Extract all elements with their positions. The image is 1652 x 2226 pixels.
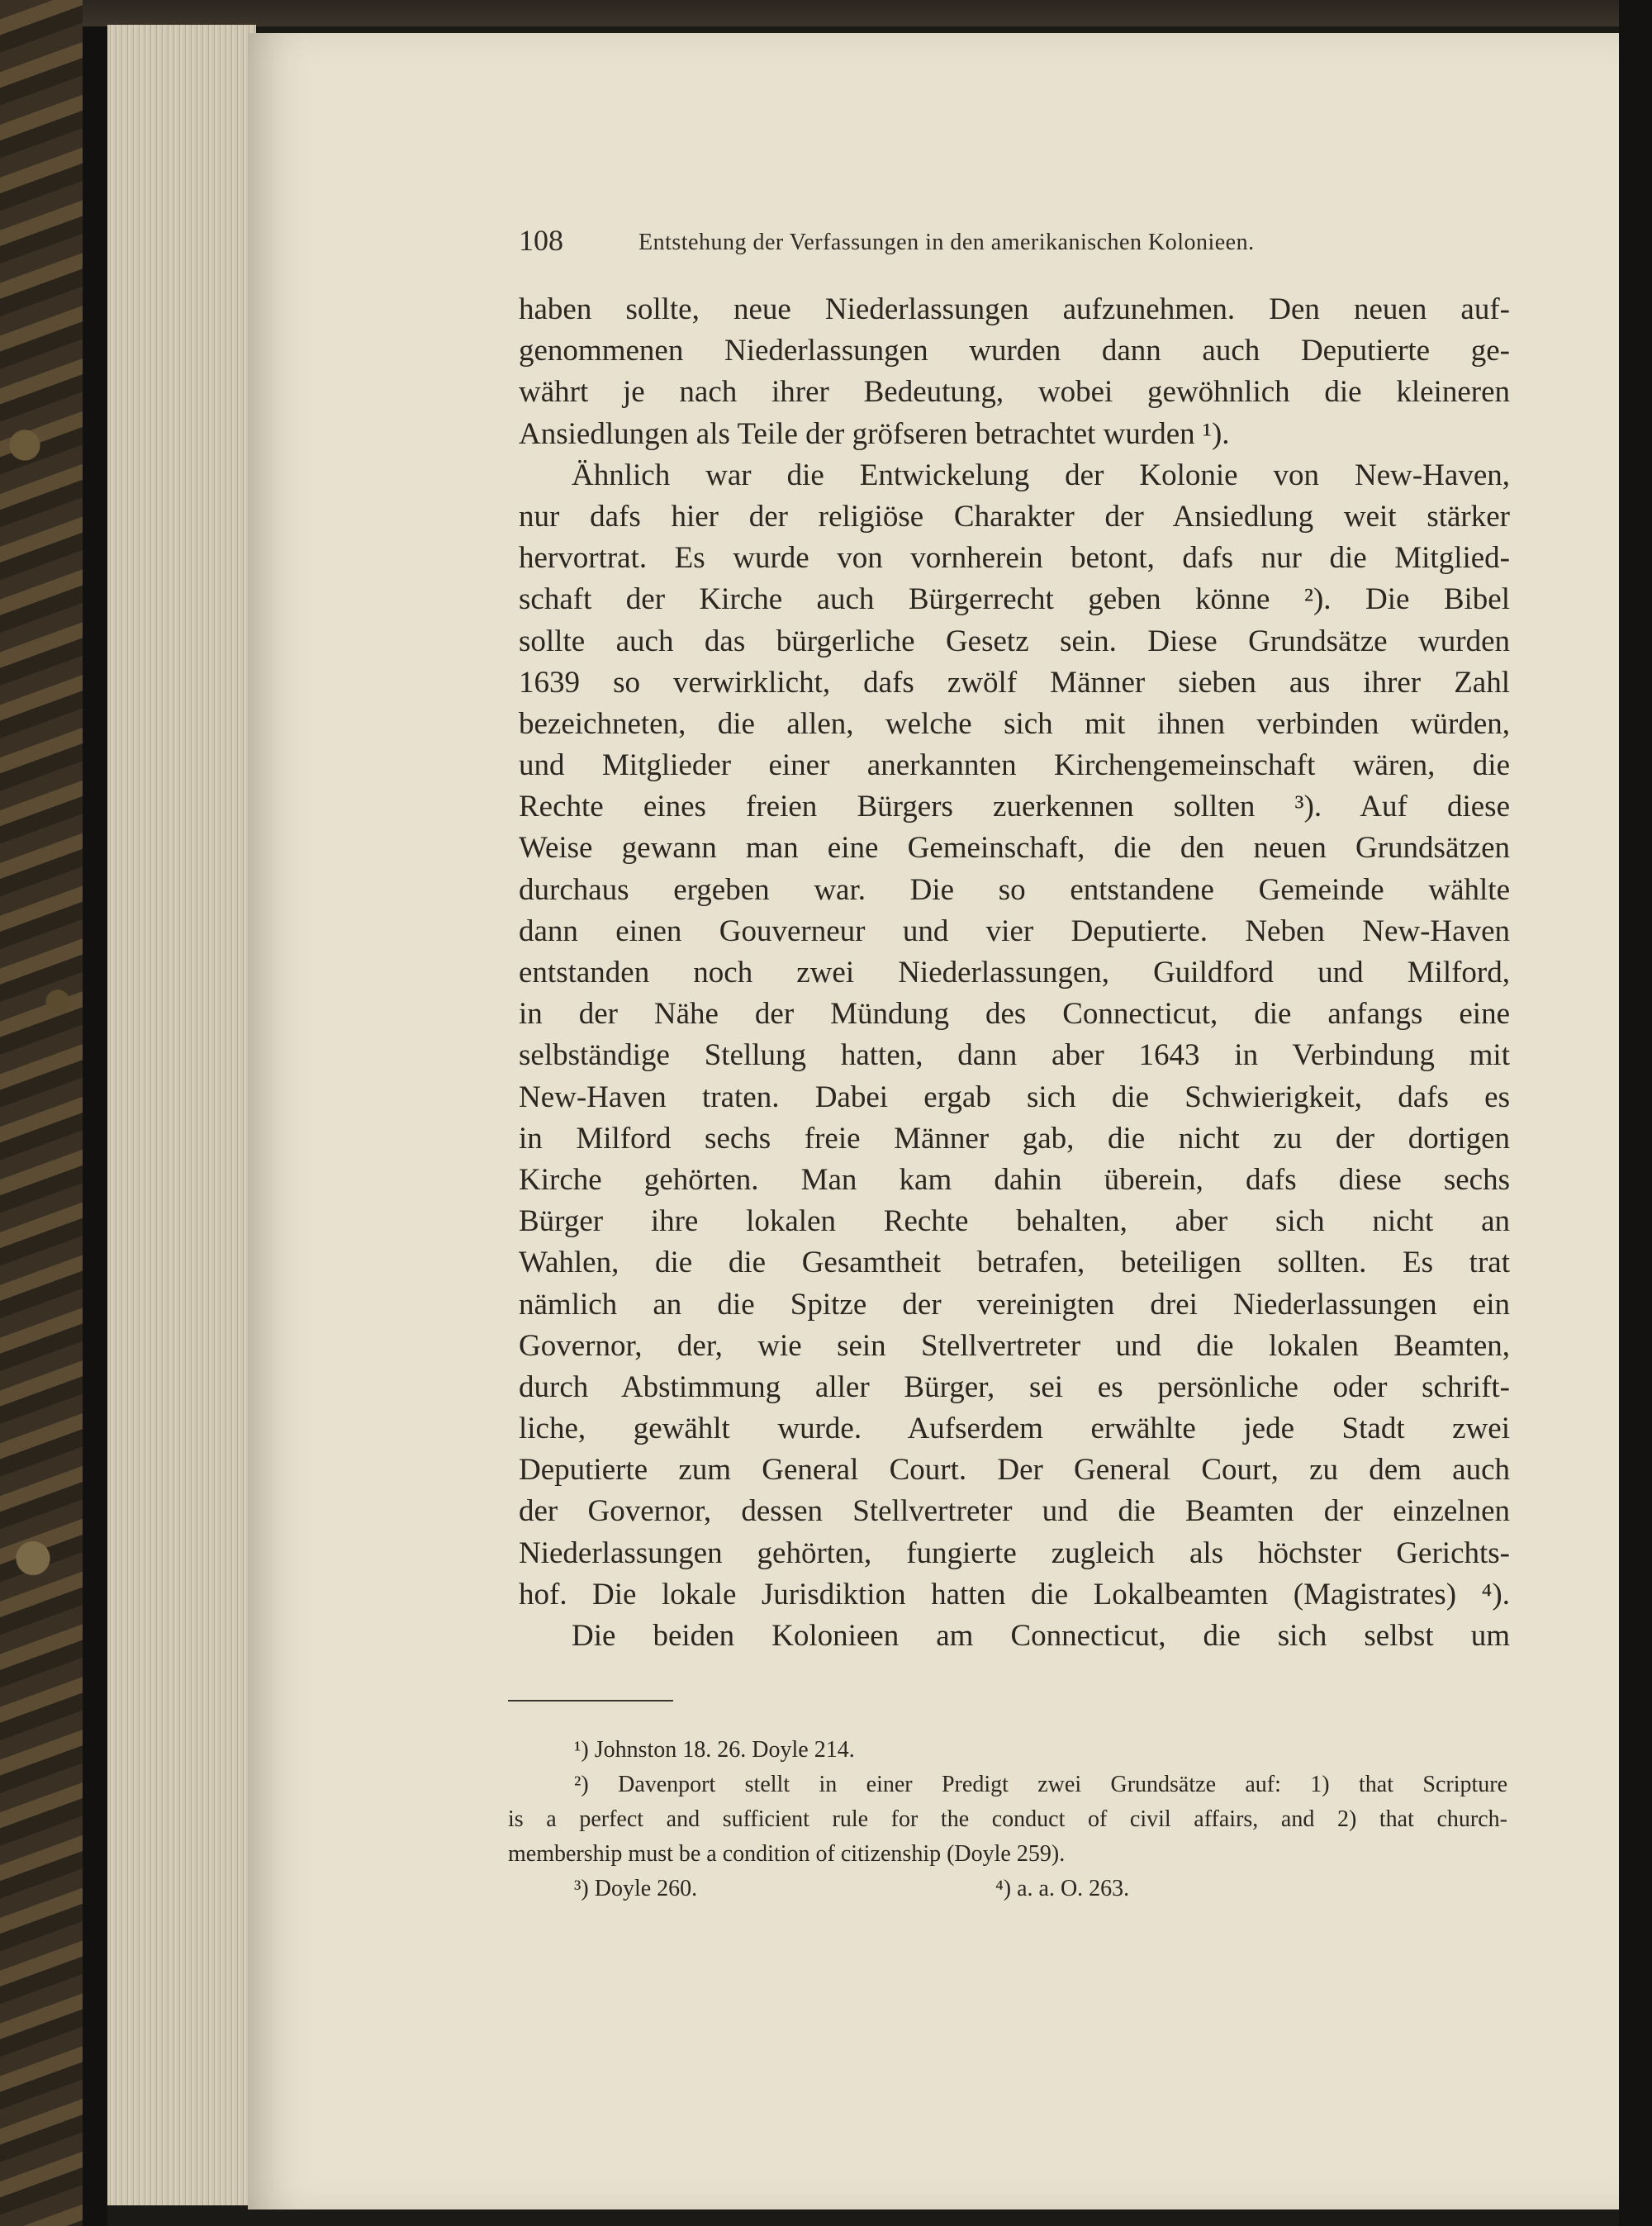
page-block-edges <box>107 25 256 2205</box>
text-line: schaft der Kirche auch Bürgerrecht geben könne ²). Die Bibel <box>519 582 1510 617</box>
text-line: 1639 so verwirklicht, dafs zwölf Männer sieben aus ihrer Zahl <box>519 665 1510 700</box>
footnote-2-end: membership must be a condition of citizenship (Doyle 259). <box>508 1841 1066 1867</box>
book-cover-right <box>1619 0 1652 2226</box>
text-line: Die beiden Kolonieen am Connecticut, die sich selbst um <box>572 1619 1510 1653</box>
footnote-1: ¹) Johnston 18. 26. Doyle 214. <box>574 1737 855 1763</box>
text-line: entstanden noch zwei Niederlassungen, Guildford und Milford, <box>519 956 1510 990</box>
text-line: haben sollte, neue Niederlassungen aufzunehmen. Den neuen auf- <box>519 292 1510 326</box>
text-line: Rechte eines freien Bürgers zuerkennen sollten ³). Auf diese <box>519 790 1510 824</box>
running-head-title: Entstehung der Verfassungen in den amerikanischen Kolonieen. <box>638 230 1255 255</box>
text-line: selbständige Stellung hatten, dann aber 1643 in Verbindung mit <box>519 1038 1510 1073</box>
text-line: währt je nach ihrer Bedeutung, wobei gewöhnlich die kleineren <box>519 375 1510 410</box>
text-line: Weise gewann man eine Gemeinschaft, die den neuen Grundsätzen <box>519 831 1510 866</box>
footnote-rule <box>508 1700 673 1702</box>
text-line: in Milford sechs freie Männer gab, die nicht zu der dortigen <box>519 1121 1510 1156</box>
text-line: in der Nähe der Mündung des Connecticut, die anfangs eine <box>519 997 1510 1032</box>
text-line: Ähnlich war die Entwickelung der Kolonie von New-Haven, <box>572 458 1510 492</box>
text-line: durch Abstimmung aller Bürger, sei es persönliche oder schrift- <box>519 1369 1510 1404</box>
footnote-4: ⁴) a. a. O. 263. <box>995 1876 1130 1901</box>
running-head <box>519 223 1403 264</box>
text-line: hof. Die lokale Jurisdiktion hatten die Lokalbeamten (Magistrates) ⁴). <box>519 1577 1510 1611</box>
text-line: bezeichneten, die allen, welche sich mit ihnen verbinden würden, <box>519 706 1510 741</box>
footnote-3-4 <box>508 1872 1507 1906</box>
body-text <box>519 289 1510 1657</box>
text-line: Kirche gehörten. Man kam dahin überein, dafs diese sechs <box>519 1162 1510 1197</box>
text-line: hervortrat. Es wurde von vornherein betont, dafs nur die Mitglied- <box>519 541 1510 576</box>
text-line: liche, gewählt wurde. Aufserdem erwählte jede Stadt zwei <box>519 1412 1510 1446</box>
text-line: Deputierte zum General Court. Der General Court, zu dem auch <box>519 1453 1510 1488</box>
book-spine-shadow <box>83 0 107 2226</box>
book-cover-edge <box>0 0 83 2226</box>
footnotes <box>508 1733 1507 1906</box>
text-line: Governor, der, wie sein Stellvertreter und die lokalen Beamten, <box>519 1328 1510 1363</box>
text-line: der Governor, dessen Stellvertreter und die Beamten der einzelnen <box>519 1494 1510 1529</box>
text-line: nur dafs hier der religiöse Charakter der Ansiedlung weit stärker <box>519 499 1510 534</box>
text-line: Ansiedlungen als Teile der gröfseren betrachtet wurden ¹). <box>519 416 1230 451</box>
text-line: genommenen Niederlassungen wurden dann auch Deputierte ge- <box>519 334 1510 368</box>
text-line: Wahlen, die die Gesamtheit betrafen, beteiligen sollten. Es trat <box>519 1246 1510 1280</box>
text-line: und Mitglieder einer anerkannten Kirchengemeinschaft wären, die <box>519 748 1510 783</box>
page-number: 108 <box>519 224 563 257</box>
text-line: Bürger ihre lokalen Rechte behalten, aber sich nicht an <box>519 1204 1510 1239</box>
footnote-2-cont: is a perfect and sufficient rule for the conduct of civil affairs, and 2) that church- <box>508 1806 1507 1832</box>
footnote-2: ²) Davenport stellt in einer Predigt zwei Grundsätze auf: 1) that Scripture <box>574 1772 1507 1797</box>
text-line: Niederlassungen gehörten, fungierte zugleich als höchster Gerichts- <box>519 1535 1510 1570</box>
footnote-3: ³) Doyle 260. <box>574 1876 698 1901</box>
text-line: New-Haven traten. Dabei ergab sich die Schwierigkeit, dafs es <box>519 1080 1510 1114</box>
text-line: sollte auch das bürgerliche Gesetz sein. Diese Grundsätze wurden <box>519 624 1510 658</box>
book-top-edge <box>83 0 1652 26</box>
text-line: dann einen Gouverneur und vier Deputierte. Neben New-Haven <box>519 914 1510 948</box>
text-line: nämlich an die Spitze der vereinigten drei Niederlassungen ein <box>519 1287 1510 1322</box>
text-line: durchaus ergeben war. Die so entstandene Gemeinde wählte <box>519 872 1510 907</box>
